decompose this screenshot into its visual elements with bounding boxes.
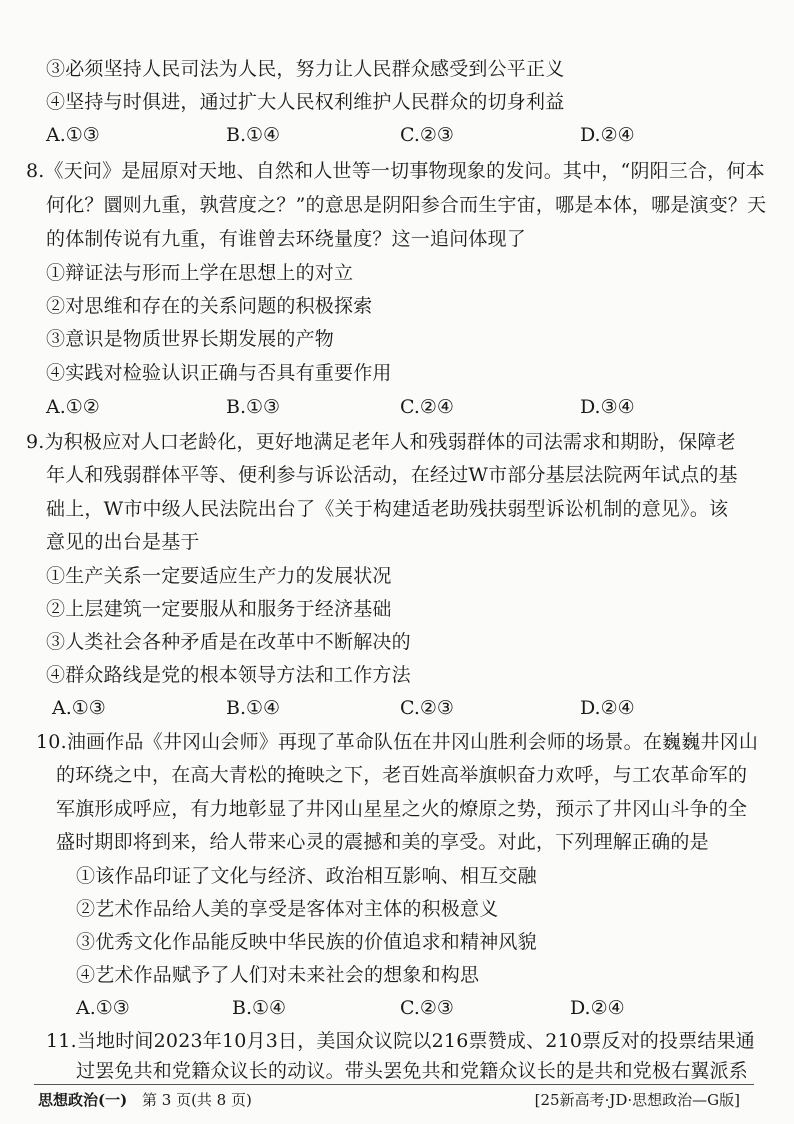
- q10-option-a: A.①③: [76, 997, 130, 1019]
- q10-option-d: D.②④: [570, 997, 625, 1019]
- footer-edition: [25新高考·JD·思想政治—G版]: [534, 1091, 740, 1109]
- q8-choice-4: ④实践对检验认识正确与否具有重要作用: [46, 362, 392, 384]
- q7-choice-4: ④坚持与时俱进，通过扩大人民权利维护人民群众的切身利益: [46, 91, 565, 113]
- q9-option-a: A.①③: [52, 697, 106, 719]
- q8-choice-3: ③意识是物质世界长期发展的产物: [46, 328, 335, 350]
- q8-option-b: B.①③: [226, 396, 281, 418]
- q10-choice-3: ③优秀文化作品能反映中华民族的价值追求和精神风貌: [76, 931, 537, 953]
- q9-option-d: D.②④: [580, 697, 635, 719]
- q9-option-c: C.②③: [400, 697, 454, 719]
- q10-option-c: C.②③: [400, 997, 454, 1019]
- q8-choice-1: ①辩证法与形而上学在思想上的对立: [46, 262, 354, 284]
- footer-left: [38, 1088, 252, 1112]
- q8-stem-line-3: 的体制传说有九重，有谁曾去环绕量度？这一追问体现了: [46, 228, 527, 250]
- q7-option-d: D.②④: [580, 124, 635, 146]
- q9-stem-line-4: 意见的出台是基于: [46, 531, 200, 553]
- q8-stem-line-1: 8.《天问》是屈原对天地、自然和人世等一切事物现象的发问。其中，“阴阳三合，何本: [26, 160, 765, 182]
- q10-choice-1: ①该作品印证了文化与经济、政治相互影响、相互交融: [76, 865, 537, 887]
- q10-stem-line-2: 的环绕之中，在高大青松的掩映之下，老百姓高举旗帜奋力欢呼，与工农革命军的: [56, 764, 748, 786]
- q10-choice-2: ②艺术作品给人美的享受是客体对主体的积极意义: [76, 898, 499, 920]
- q7-option-a: A.①③: [46, 124, 100, 146]
- q9-stem-line-3: 础上，W市中级人民法院出台了《关于构建适老助残扶弱型诉讼机制的意见》。该: [46, 498, 729, 520]
- q8-stem-line-2: 何化？圜则九重，孰营度之？”的意思是阴阳参合而生宇宙，哪是本体，哪是演变？天: [46, 194, 767, 216]
- footer-subject: 思想政治(一): [38, 1091, 128, 1109]
- q10-stem-line-4: 盛时期即将到来，给人带来心灵的震撼和美的享受。对此，下列理解正确的是: [56, 831, 709, 853]
- footer-divider: [34, 1084, 754, 1085]
- q8-option-c: C.②④: [400, 396, 454, 418]
- q9-stem-line-2: 年人和残弱群体平等、便利参与诉讼活动，在经过W市部分基层法院两年试点的基: [46, 464, 738, 486]
- q8-option-a: A.①②: [46, 396, 100, 418]
- q7-option-c: C.②③: [400, 124, 454, 146]
- q11-stem-line-2: 过罢免共和党籍众议长的动议。带头罢免共和党籍众议长的是共和党极右翼派系: [76, 1060, 749, 1082]
- footer-page-number: 第 3 页(共 8 页): [141, 1091, 252, 1109]
- q8-option-d: D.③④: [580, 396, 635, 418]
- q9-choice-3: ③人类社会各种矛盾是在改革中不断解决的: [46, 631, 411, 653]
- q10-choice-4: ④艺术作品赋予了人们对未来社会的想象和构思: [76, 964, 480, 986]
- q9-stem-line-1: 9.为积极应对人口老龄化，更好地满足老年人和残弱群体的司法需求和期盼，保障老: [26, 431, 736, 453]
- q9-choice-4: ④群众路线是党的根本领导方法和工作方法: [46, 664, 411, 686]
- q11-stem-line-1: 11.当地时间2023年10月3日，美国众议院以216票赞成、210票反对的投票结果通: [46, 1030, 755, 1052]
- q7-choice-3: ③必须坚持人民司法为人民，努力让人民群众感受到公平正义: [46, 58, 565, 80]
- q9-choice-2: ②上层建筑一定要服从和服务于经济基础: [46, 598, 392, 620]
- q10-option-b: B.①④: [232, 997, 287, 1019]
- q8-choice-2: ②对思维和存在的关系问题的积极探索: [46, 295, 373, 317]
- q10-stem-line-3: 军旗形成呼应，有力地彰显了井冈山星星之火的燎原之势，预示了井冈山斗争的全: [56, 798, 748, 820]
- q10-stem-line-1: 10.油画作品《井冈山会师》再现了革命队伍在井冈山胜利会师的场景。在巍巍井冈山: [36, 731, 759, 753]
- q9-choice-1: ①生产关系一定要适应生产力的发展状况: [46, 565, 392, 587]
- q7-option-b: B.①④: [226, 124, 281, 146]
- page-footer: [0, 1088, 794, 1112]
- q9-option-b: B.①④: [226, 697, 281, 719]
